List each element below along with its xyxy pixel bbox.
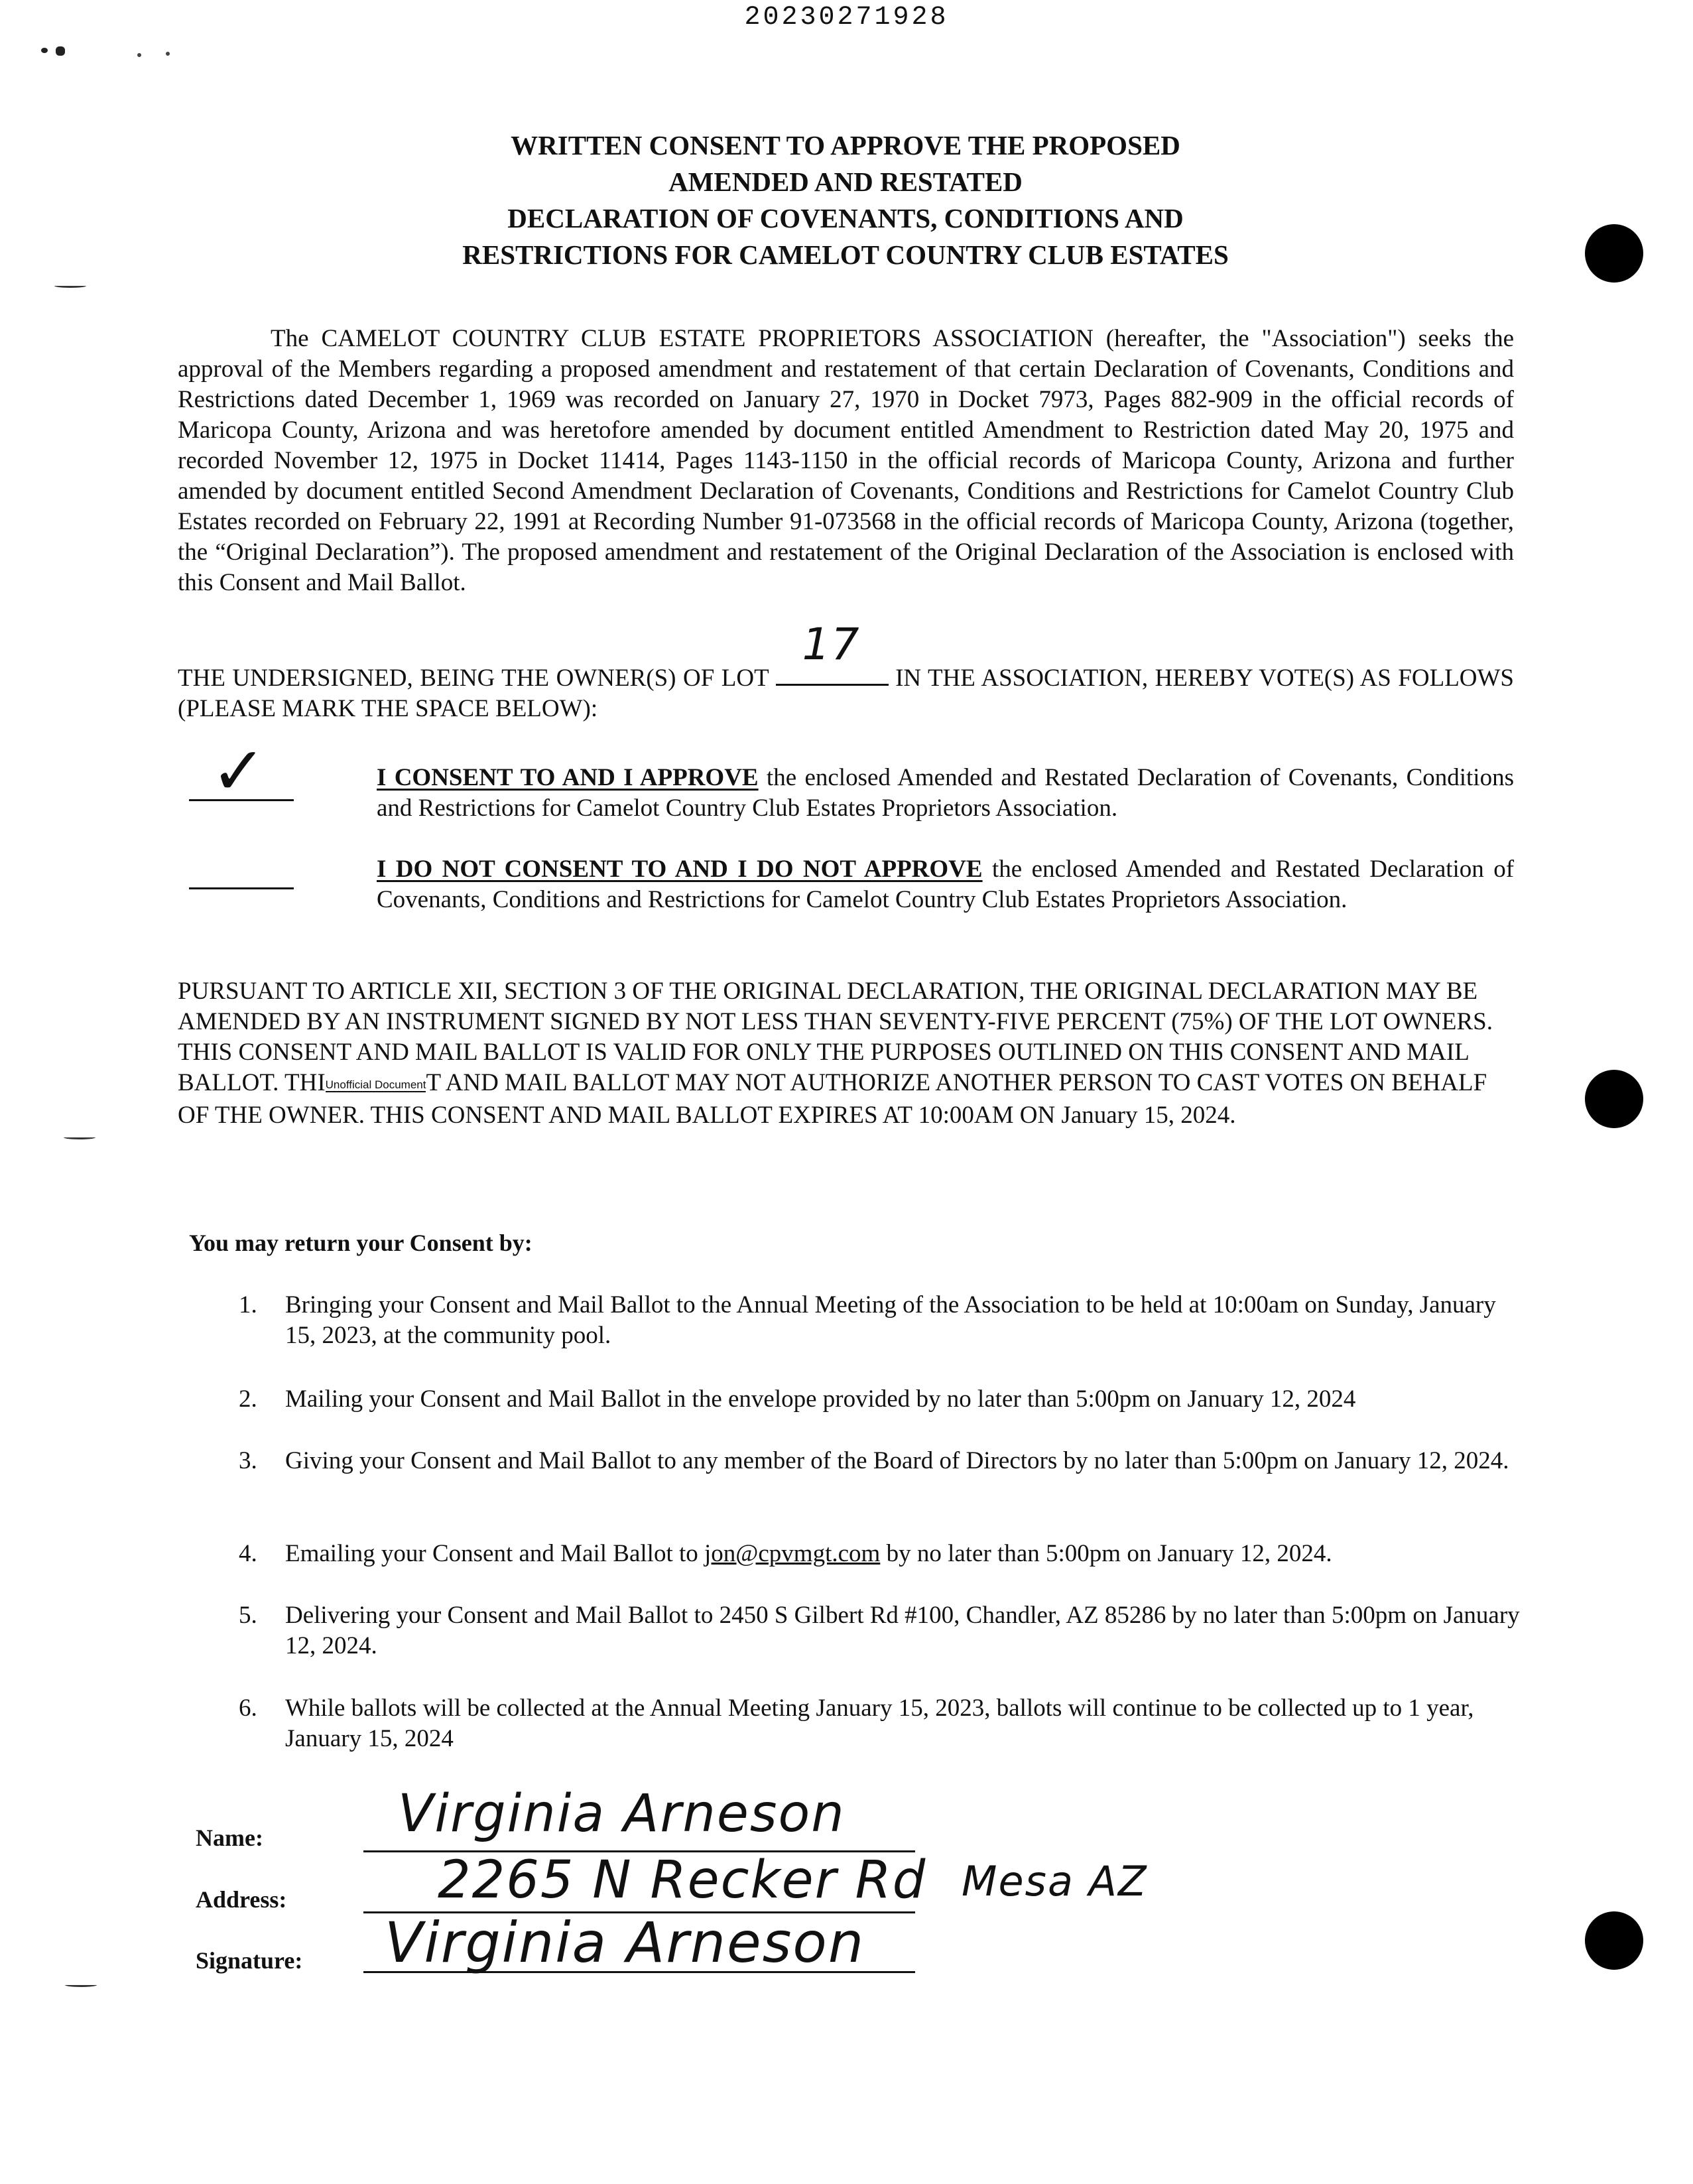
return-item-number: 5. (239, 1602, 257, 1629)
not-consent-text: the enclosed Amended and Restated Declaration of Covenants, Conditions and Restrictions for Camelot Country Club Estates Proprietors Association. (377, 856, 1515, 913)
pursuant-text-2: T AND MAIL BALLOT MAY NOT AUTHORIZE ANOTHER PERSON TO CAST VOTES ON BEHALF OF THE OWNER. THIS CONSENT AND MAIL BALLOT EXPIRES AT 10:00AM ON (178, 1069, 1487, 1129)
consent-checkmark: ✓ (211, 732, 268, 810)
return-item (239, 1290, 1532, 1351)
address-handwritten: 2265 N Recker Rd (438, 1850, 927, 1910)
scan-speck (166, 52, 170, 56)
title-line: WRITTEN CONSENT TO APPROVE THE PROPOSED (511, 130, 1180, 161)
scan-speck (137, 53, 141, 57)
return-item-number: 4. (239, 1540, 257, 1567)
margin-tick (65, 1983, 97, 1987)
signature-label: Signature: (196, 1947, 303, 1974)
name-handwritten: Virginia Arneson (398, 1784, 846, 1844)
return-item-text: Bringing your Consent and Mail Ballot to the Annual Meeting of the Association to be held at 10:00am on Sunday, January 15, 2023, at the community pool. (285, 1291, 1496, 1349)
name-label: Name: (196, 1825, 263, 1851)
consent-heading: I CONSENT TO AND I APPROVE (377, 764, 759, 791)
lot-number-handwritten: 17 (802, 619, 861, 670)
not-consent-option (377, 854, 1514, 915)
return-item (239, 1539, 1532, 1569)
recording-number: 20230271928 (744, 3, 949, 32)
return-item-text (285, 1539, 1532, 1569)
consent-text: the enclosed Amended and Restated Declaration of Covenants, Conditions and Restrictions for Camelot Country Club Estates Proprietors Association. (377, 764, 1514, 822)
return-item-text: While ballots will be collected at the Annual Meeting January 15, 2023, ballots will continue to be collected up to 1 year, January 15, 2024 (285, 1695, 1474, 1752)
return-item-text: Delivering your Consent and Mail Ballot to 2450 S Gilbert Rd #100, Chandler, AZ 85286 by no later than 5:00pm on January 12, 2024. (285, 1602, 1520, 1659)
owner-statement (178, 619, 1515, 724)
pursuant-text-1: PURSUANT TO ARTICLE XII, SECTION 3 OF THE ORIGINAL DECLARATION, THE ORIGINAL DECLARATION MAY BE AMENDED BY AN INSTRUMENT SIGNED BY NOT LESS THAN SEVENTY-FIVE PERCENT (75%) OF THE LOT OWNERS. THIS CONSENT AND MAIL BALLOT IS VALID FOR ONLY THE PURPOSES OUTLINED ON THIS CONSENT AND MAIL BALLOT. THI (178, 978, 1493, 1096)
title-line: DECLARATION OF COVENANTS, CONDITIONS AND (507, 203, 1184, 233)
margin-tick (64, 1135, 95, 1139)
margin-tick (54, 284, 86, 288)
return-item (239, 1446, 1532, 1476)
title-line: AMENDED AND RESTATED (668, 166, 1023, 197)
return-item (239, 1693, 1532, 1754)
punch-hole (1585, 1911, 1643, 1970)
not-consent-heading: I DO NOT CONSENT TO AND I DO NOT APPROVE (377, 856, 983, 883)
title-line: RESTRICTIONS FOR CAMELOT COUNTRY CLUB ESTATES (462, 239, 1229, 270)
return-item (239, 1384, 1532, 1415)
scan-speck (56, 46, 65, 56)
return-heading: You may return your Consent by: (189, 1230, 533, 1256)
owner-statement-prefix: THE UNDERSIGNED, BEING THE OWNER(S) OF LOT (178, 665, 769, 692)
consent-option (377, 763, 1514, 824)
return-item-text-after: by no later than 5:00pm on January 12, 2024. (880, 1540, 1332, 1567)
document-title (199, 127, 1492, 273)
punch-hole (1585, 1070, 1643, 1128)
not-consent-mark-line[interactable] (189, 887, 294, 889)
scan-speck (41, 48, 48, 53)
address-city-handwritten: Mesa AZ (962, 1857, 1148, 1905)
return-item-text-before: Emailing your Consent and Mail Ballot to (285, 1540, 705, 1567)
lot-number-field[interactable] (776, 619, 889, 686)
return-item-text: Mailing your Consent and Mail Ballot in the envelope provided by no later than 5:00pm on January 12, 2024 (285, 1385, 1356, 1413)
return-item-number: 1. (239, 1291, 257, 1318)
punch-hole (1585, 224, 1643, 283)
unofficial-watermark: Unofficial Document (325, 1078, 426, 1091)
owner-statement-suffix: IN THE ASSOCIATION, HEREBY VOTE(S) AS FOLLOWS (PLEASE MARK THE SPACE BELOW): (178, 665, 1515, 722)
return-item-number: 6. (239, 1695, 257, 1722)
return-item-number: 2. (239, 1385, 257, 1413)
email-link[interactable]: jon@cpvmgt.com (704, 1540, 881, 1567)
signature-handwritten: Virginia Arneson (385, 1910, 865, 1975)
pursuant-expiry-date: January 15, 2024. (1061, 1101, 1236, 1129)
return-item-number: 3. (239, 1447, 257, 1474)
address-label: Address: (196, 1886, 287, 1913)
pursuant-paragraph (178, 976, 1514, 1131)
intro-paragraph: The CAMELOT COUNTRY CLUB ESTATE PROPRIETORS ASSOCIATION (hereafter, the "Association") seeks the approval of the Members regarding a proposed amendment and restatement of that certain Declaration of Covenants, Conditions and Restrictions dated December 1, 1969 was recorded on January 27, 1970 in Docket 7973, Pages 882-909 in the official records of Maricopa County, Arizona and was heretofore amended by document entitled Amendment to Restriction dated May 20, 1975 and recorded November 12, 1975 in Docket 11414, Pages 1143-1150 in the official records of Maricopa County, Arizona and further amended by document entitled Second Amendment Declaration of Covenants, Conditions and Restrictions for Camelot Country Club Estates recorded on February 22, 1991 at Recording Number 91-073568 in the official records of Maricopa County, Arizona (together, the “Original Declaration”). The proposed amendment and restatement of the Original Declaration of the Association is enclosed with this Consent and Mail Ballot. (178, 325, 1514, 596)
return-item (239, 1600, 1532, 1661)
return-item-text: Giving your Consent and Mail Ballot to any member of the Board of Directors by no later than 5:00pm on January 12, 2024. (285, 1447, 1509, 1474)
